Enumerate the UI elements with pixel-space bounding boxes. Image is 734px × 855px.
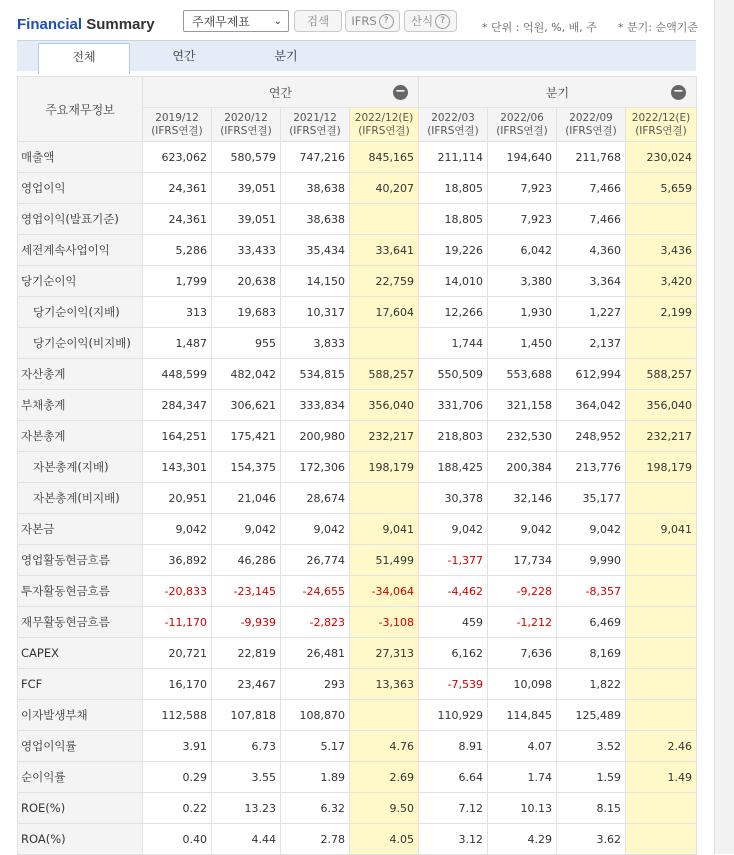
- value-cell: 26,774: [281, 545, 350, 576]
- value-cell: 33,641: [350, 235, 419, 266]
- period-header: [281, 108, 350, 142]
- value-cell: [626, 638, 697, 669]
- row-label: 부채총계: [18, 390, 143, 421]
- period-header: [419, 108, 488, 142]
- row-label: 자본총계: [18, 421, 143, 452]
- value-cell: -11,170: [143, 607, 212, 638]
- value-cell: 5,286: [143, 235, 212, 266]
- value-cell: [350, 328, 419, 359]
- value-cell: 9,042: [488, 514, 557, 545]
- value-cell: 28,674: [281, 483, 350, 514]
- value-cell: 22,819: [212, 638, 281, 669]
- help-icon: ?: [379, 14, 394, 29]
- value-cell: 448,599: [143, 359, 212, 390]
- value-cell: 10.13: [488, 793, 557, 824]
- value-cell: 356,040: [350, 390, 419, 421]
- value-cell: 248,952: [557, 421, 626, 452]
- row-label: 세전계속사업이익: [18, 235, 143, 266]
- period-date: 2022/12(E): [354, 111, 414, 124]
- value-cell: 4.07: [488, 731, 557, 762]
- value-cell: 1,487: [143, 328, 212, 359]
- row-label: ROE(%): [18, 793, 143, 824]
- value-cell: [350, 204, 419, 235]
- value-cell: 3,436: [626, 235, 697, 266]
- value-cell: 306,621: [212, 390, 281, 421]
- period-basis: (IFRS연결): [289, 124, 341, 137]
- row-label: 자산총계: [18, 359, 143, 390]
- table-row: [18, 638, 697, 669]
- value-cell: 172,306: [281, 452, 350, 483]
- value-cell: 331,706: [419, 390, 488, 421]
- value-cell: 4.29: [488, 824, 557, 855]
- table-row: [18, 390, 697, 421]
- value-cell: 9.50: [350, 793, 419, 824]
- table-row: [18, 545, 697, 576]
- table-row: [18, 824, 697, 855]
- value-cell: 2.46: [626, 731, 697, 762]
- value-cell: 6.73: [212, 731, 281, 762]
- value-cell: 194,640: [488, 142, 557, 173]
- tab-annual[interactable]: 연간: [172, 49, 196, 63]
- quarter-group-label: 분기: [545, 85, 570, 100]
- formula-help-button[interactable]: [404, 10, 457, 32]
- value-cell: 4.05: [350, 824, 419, 855]
- value-cell: 13.23: [212, 793, 281, 824]
- period-date: 2022/03: [431, 111, 475, 124]
- value-cell: 845,165: [350, 142, 419, 173]
- value-cell: 3,364: [557, 266, 626, 297]
- value-cell: -24,655: [281, 576, 350, 607]
- value-cell: 623,062: [143, 142, 212, 173]
- value-cell: 18,805: [419, 204, 488, 235]
- value-cell: 51,499: [350, 545, 419, 576]
- row-label: 이자발생부채: [18, 700, 143, 731]
- value-cell: [626, 700, 697, 731]
- period-header: [350, 108, 419, 142]
- table-row: [18, 142, 697, 173]
- value-cell: -23,145: [212, 576, 281, 607]
- value-cell: [626, 607, 697, 638]
- value-cell: 200,980: [281, 421, 350, 452]
- period-tabs: [17, 40, 696, 71]
- row-label: ROA(%): [18, 824, 143, 855]
- value-cell: 3,380: [488, 266, 557, 297]
- scrollbar[interactable]: [714, 0, 734, 854]
- value-cell: 38,638: [281, 204, 350, 235]
- value-cell: 232,530: [488, 421, 557, 452]
- table-row: [18, 328, 697, 359]
- table-row: [18, 607, 697, 638]
- collapse-quarter-icon[interactable]: −: [671, 85, 686, 100]
- row-label: 매출액: [18, 142, 143, 173]
- value-cell: 364,042: [557, 390, 626, 421]
- value-cell: 9,042: [281, 514, 350, 545]
- period-basis: (IFRS연결): [151, 124, 203, 137]
- period-header: [626, 108, 697, 142]
- value-cell: [350, 700, 419, 731]
- row-label: 영업이익: [18, 173, 143, 204]
- value-cell: 7,923: [488, 173, 557, 204]
- value-cell: 32,146: [488, 483, 557, 514]
- value-cell: 1,227: [557, 297, 626, 328]
- value-cell: 110,929: [419, 700, 488, 731]
- value-cell: 17,734: [488, 545, 557, 576]
- row-label: 영업이익률: [18, 731, 143, 762]
- value-cell: 9,042: [557, 514, 626, 545]
- row-label: 당기순이익(지배): [18, 297, 143, 328]
- value-cell: 20,638: [212, 266, 281, 297]
- row-label: 자본총계(비지배): [18, 483, 143, 514]
- value-cell: -4,462: [419, 576, 488, 607]
- value-cell: [350, 483, 419, 514]
- value-cell: 143,301: [143, 452, 212, 483]
- value-cell: 211,768: [557, 142, 626, 173]
- value-cell: 12,266: [419, 297, 488, 328]
- table-row: [18, 762, 697, 793]
- period-basis: (IFRS연결): [358, 124, 410, 137]
- value-cell: 14,010: [419, 266, 488, 297]
- value-cell: 230,024: [626, 142, 697, 173]
- value-cell: 114,845: [488, 700, 557, 731]
- value-cell: [626, 824, 697, 855]
- value-cell: [626, 545, 697, 576]
- value-cell: 4.76: [350, 731, 419, 762]
- row-label: 투자활동현금흐름: [18, 576, 143, 607]
- value-cell: 35,434: [281, 235, 350, 266]
- value-cell: -9,939: [212, 607, 281, 638]
- value-cell: 356,040: [626, 390, 697, 421]
- tab-all[interactable]: 전체: [38, 43, 130, 74]
- value-cell: 1.89: [281, 762, 350, 793]
- value-cell: 2,137: [557, 328, 626, 359]
- value-cell: 534,815: [281, 359, 350, 390]
- page-title: [17, 16, 155, 33]
- value-cell: 108,870: [281, 700, 350, 731]
- value-cell: 17,604: [350, 297, 419, 328]
- value-cell: 198,179: [350, 452, 419, 483]
- value-cell: 39,051: [212, 173, 281, 204]
- value-cell: 7,466: [557, 204, 626, 235]
- value-cell: 232,217: [350, 421, 419, 452]
- ifrs-label: IFRS: [351, 14, 377, 28]
- value-cell: -3,108: [350, 607, 419, 638]
- table-row: [18, 204, 697, 235]
- value-cell: 23,467: [212, 669, 281, 700]
- table-row: [18, 793, 697, 824]
- row-label: 자본금: [18, 514, 143, 545]
- value-cell: 6,042: [488, 235, 557, 266]
- search-button[interactable]: [294, 10, 342, 32]
- value-cell: 30,378: [419, 483, 488, 514]
- value-cell: 1.49: [626, 762, 697, 793]
- tab-quarter[interactable]: 분기: [274, 49, 298, 63]
- value-cell: 0.40: [143, 824, 212, 855]
- summary-header: [0, 0, 734, 40]
- value-cell: 2.78: [281, 824, 350, 855]
- value-cell: 0.22: [143, 793, 212, 824]
- value-cell: 35,177: [557, 483, 626, 514]
- value-cell: 24,361: [143, 173, 212, 204]
- statement-type-value: 주재무제표: [192, 15, 250, 29]
- period-date: 2022/09: [569, 111, 613, 124]
- collapse-annual-icon[interactable]: −: [393, 85, 408, 100]
- quarter-group-header: [419, 77, 697, 108]
- value-cell: 1.59: [557, 762, 626, 793]
- row-label: 영업활동현금흐름: [18, 545, 143, 576]
- value-cell: 9,041: [350, 514, 419, 545]
- row-label: CAPEX: [18, 638, 143, 669]
- value-cell: 164,251: [143, 421, 212, 452]
- period-basis: (IFRS연결): [565, 124, 617, 137]
- value-cell: 6.64: [419, 762, 488, 793]
- value-cell: 13,363: [350, 669, 419, 700]
- value-cell: 18,805: [419, 173, 488, 204]
- period-basis: (IFRS연결): [496, 124, 548, 137]
- value-cell: 8,169: [557, 638, 626, 669]
- value-cell: -9,228: [488, 576, 557, 607]
- value-cell: 1,744: [419, 328, 488, 359]
- value-cell: 284,347: [143, 390, 212, 421]
- table-row: [18, 669, 697, 700]
- value-cell: 3.52: [557, 731, 626, 762]
- value-cell: -20,833: [143, 576, 212, 607]
- corner-header: 주요재무정보: [18, 77, 143, 142]
- value-cell: 107,818: [212, 700, 281, 731]
- value-cell: 22,759: [350, 266, 419, 297]
- value-cell: 747,216: [281, 142, 350, 173]
- row-label: 영업이익(발표기준): [18, 204, 143, 235]
- value-cell: 39,051: [212, 204, 281, 235]
- value-cell: 9,042: [212, 514, 281, 545]
- value-cell: 20,721: [143, 638, 212, 669]
- value-cell: 4,360: [557, 235, 626, 266]
- value-cell: -34,064: [350, 576, 419, 607]
- value-cell: 3.91: [143, 731, 212, 762]
- value-cell: 19,226: [419, 235, 488, 266]
- help-icon: ?: [435, 14, 450, 29]
- row-label: 당기순이익: [18, 266, 143, 297]
- period-date: 2022/06: [500, 111, 544, 124]
- value-cell: 9,042: [419, 514, 488, 545]
- value-cell: 9,990: [557, 545, 626, 576]
- value-cell: 3.62: [557, 824, 626, 855]
- period-basis: (IFRS연결): [635, 124, 687, 137]
- value-cell: -2,823: [281, 607, 350, 638]
- row-label: 당기순이익(비지배): [18, 328, 143, 359]
- value-cell: 955: [212, 328, 281, 359]
- value-cell: 3.55: [212, 762, 281, 793]
- value-cell: 7.12: [419, 793, 488, 824]
- value-cell: 8.15: [557, 793, 626, 824]
- value-cell: 321,158: [488, 390, 557, 421]
- period-basis: (IFRS연결): [220, 124, 272, 137]
- table-row: [18, 173, 697, 204]
- value-cell: 232,217: [626, 421, 697, 452]
- table-row: [18, 452, 697, 483]
- table-row: [18, 483, 697, 514]
- value-cell: 188,425: [419, 452, 488, 483]
- value-cell: 20,951: [143, 483, 212, 514]
- value-cell: 213,776: [557, 452, 626, 483]
- value-cell: -7,539: [419, 669, 488, 700]
- period-date: 2019/12: [155, 111, 199, 124]
- period-note: * 분기: 순액기준: [618, 21, 698, 34]
- value-cell: 38,638: [281, 173, 350, 204]
- table-row: [18, 421, 697, 452]
- period-date: 2022/12(E): [631, 111, 691, 124]
- table-row: [18, 700, 697, 731]
- value-cell: 14,150: [281, 266, 350, 297]
- value-cell: 175,421: [212, 421, 281, 452]
- value-cell: 6,162: [419, 638, 488, 669]
- table-row: [18, 514, 697, 545]
- table-row: [18, 359, 697, 390]
- value-cell: 313: [143, 297, 212, 328]
- period-date: 2020/12: [224, 111, 268, 124]
- value-cell: [626, 204, 697, 235]
- formula-label: 산식: [410, 14, 434, 28]
- value-cell: 33,433: [212, 235, 281, 266]
- table-row: [18, 576, 697, 607]
- value-cell: 459: [419, 607, 488, 638]
- period-header: [212, 108, 281, 142]
- value-cell: 1,799: [143, 266, 212, 297]
- value-cell: 46,286: [212, 545, 281, 576]
- value-cell: 3,833: [281, 328, 350, 359]
- value-cell: 7,636: [488, 638, 557, 669]
- table-row: [18, 266, 697, 297]
- value-cell: 333,834: [281, 390, 350, 421]
- value-cell: 36,892: [143, 545, 212, 576]
- value-cell: 27,313: [350, 638, 419, 669]
- value-cell: 19,683: [212, 297, 281, 328]
- value-cell: [626, 793, 697, 824]
- value-cell: 7,466: [557, 173, 626, 204]
- value-cell: 1,450: [488, 328, 557, 359]
- financial-summary-table: [17, 76, 697, 855]
- period-date: 2021/12: [293, 111, 337, 124]
- period-header: [488, 108, 557, 142]
- value-cell: [626, 483, 697, 514]
- value-cell: 612,994: [557, 359, 626, 390]
- value-cell: 125,489: [557, 700, 626, 731]
- unit-note: * 단위 : 억원, %, 배, 주: [482, 21, 597, 34]
- value-cell: 16,170: [143, 669, 212, 700]
- table-row: [18, 731, 697, 762]
- value-cell: 154,375: [212, 452, 281, 483]
- value-cell: 6.32: [281, 793, 350, 824]
- value-cell: 3.12: [419, 824, 488, 855]
- value-cell: 24,361: [143, 204, 212, 235]
- value-cell: 6,469: [557, 607, 626, 638]
- row-label: 재무활동현금흐름: [18, 607, 143, 638]
- value-cell: -1,212: [488, 607, 557, 638]
- ifrs-help-button[interactable]: [345, 10, 400, 32]
- value-cell: 580,579: [212, 142, 281, 173]
- value-cell: 5.17: [281, 731, 350, 762]
- value-cell: 40,207: [350, 173, 419, 204]
- annual-group-header: [143, 77, 419, 108]
- value-cell: 9,041: [626, 514, 697, 545]
- period-basis: (IFRS연결): [427, 124, 479, 137]
- value-cell: 198,179: [626, 452, 697, 483]
- value-cell: -1,377: [419, 545, 488, 576]
- value-cell: 4.44: [212, 824, 281, 855]
- value-cell: 10,317: [281, 297, 350, 328]
- value-cell: 26,481: [281, 638, 350, 669]
- value-cell: 293: [281, 669, 350, 700]
- value-cell: 550,509: [419, 359, 488, 390]
- value-cell: 8.91: [419, 731, 488, 762]
- annual-group-label: 연간: [268, 85, 293, 100]
- value-cell: [626, 669, 697, 700]
- value-cell: -8,357: [557, 576, 626, 607]
- value-cell: 9,042: [143, 514, 212, 545]
- value-cell: 588,257: [626, 359, 697, 390]
- statement-type-select[interactable]: [183, 10, 289, 32]
- value-cell: 482,042: [212, 359, 281, 390]
- value-cell: 2,199: [626, 297, 697, 328]
- value-cell: 112,588: [143, 700, 212, 731]
- title-financial: Financial: [17, 16, 83, 33]
- value-cell: 3,420: [626, 266, 697, 297]
- row-label: FCF: [18, 669, 143, 700]
- value-cell: 211,114: [419, 142, 488, 173]
- value-cell: [626, 576, 697, 607]
- value-cell: 588,257: [350, 359, 419, 390]
- value-cell: 10,098: [488, 669, 557, 700]
- row-label: 순이익률: [18, 762, 143, 793]
- search-button-label: 검색: [306, 14, 330, 28]
- value-cell: 218,803: [419, 421, 488, 452]
- table-row: [18, 297, 697, 328]
- value-cell: 1.74: [488, 762, 557, 793]
- value-cell: 7,923: [488, 204, 557, 235]
- period-header: [143, 108, 212, 142]
- value-cell: 2.69: [350, 762, 419, 793]
- value-cell: 21,046: [212, 483, 281, 514]
- value-cell: 1,822: [557, 669, 626, 700]
- value-cell: 200,384: [488, 452, 557, 483]
- period-header: [557, 108, 626, 142]
- chevron-down-icon: ⌄: [273, 16, 282, 27]
- value-cell: [626, 328, 697, 359]
- value-cell: 5,659: [626, 173, 697, 204]
- value-cell: 553,688: [488, 359, 557, 390]
- table-row: [18, 235, 697, 266]
- title-summary: Summary: [82, 16, 155, 33]
- row-label: 자본총계(지배): [18, 452, 143, 483]
- value-cell: 1,930: [488, 297, 557, 328]
- value-cell: 0.29: [143, 762, 212, 793]
